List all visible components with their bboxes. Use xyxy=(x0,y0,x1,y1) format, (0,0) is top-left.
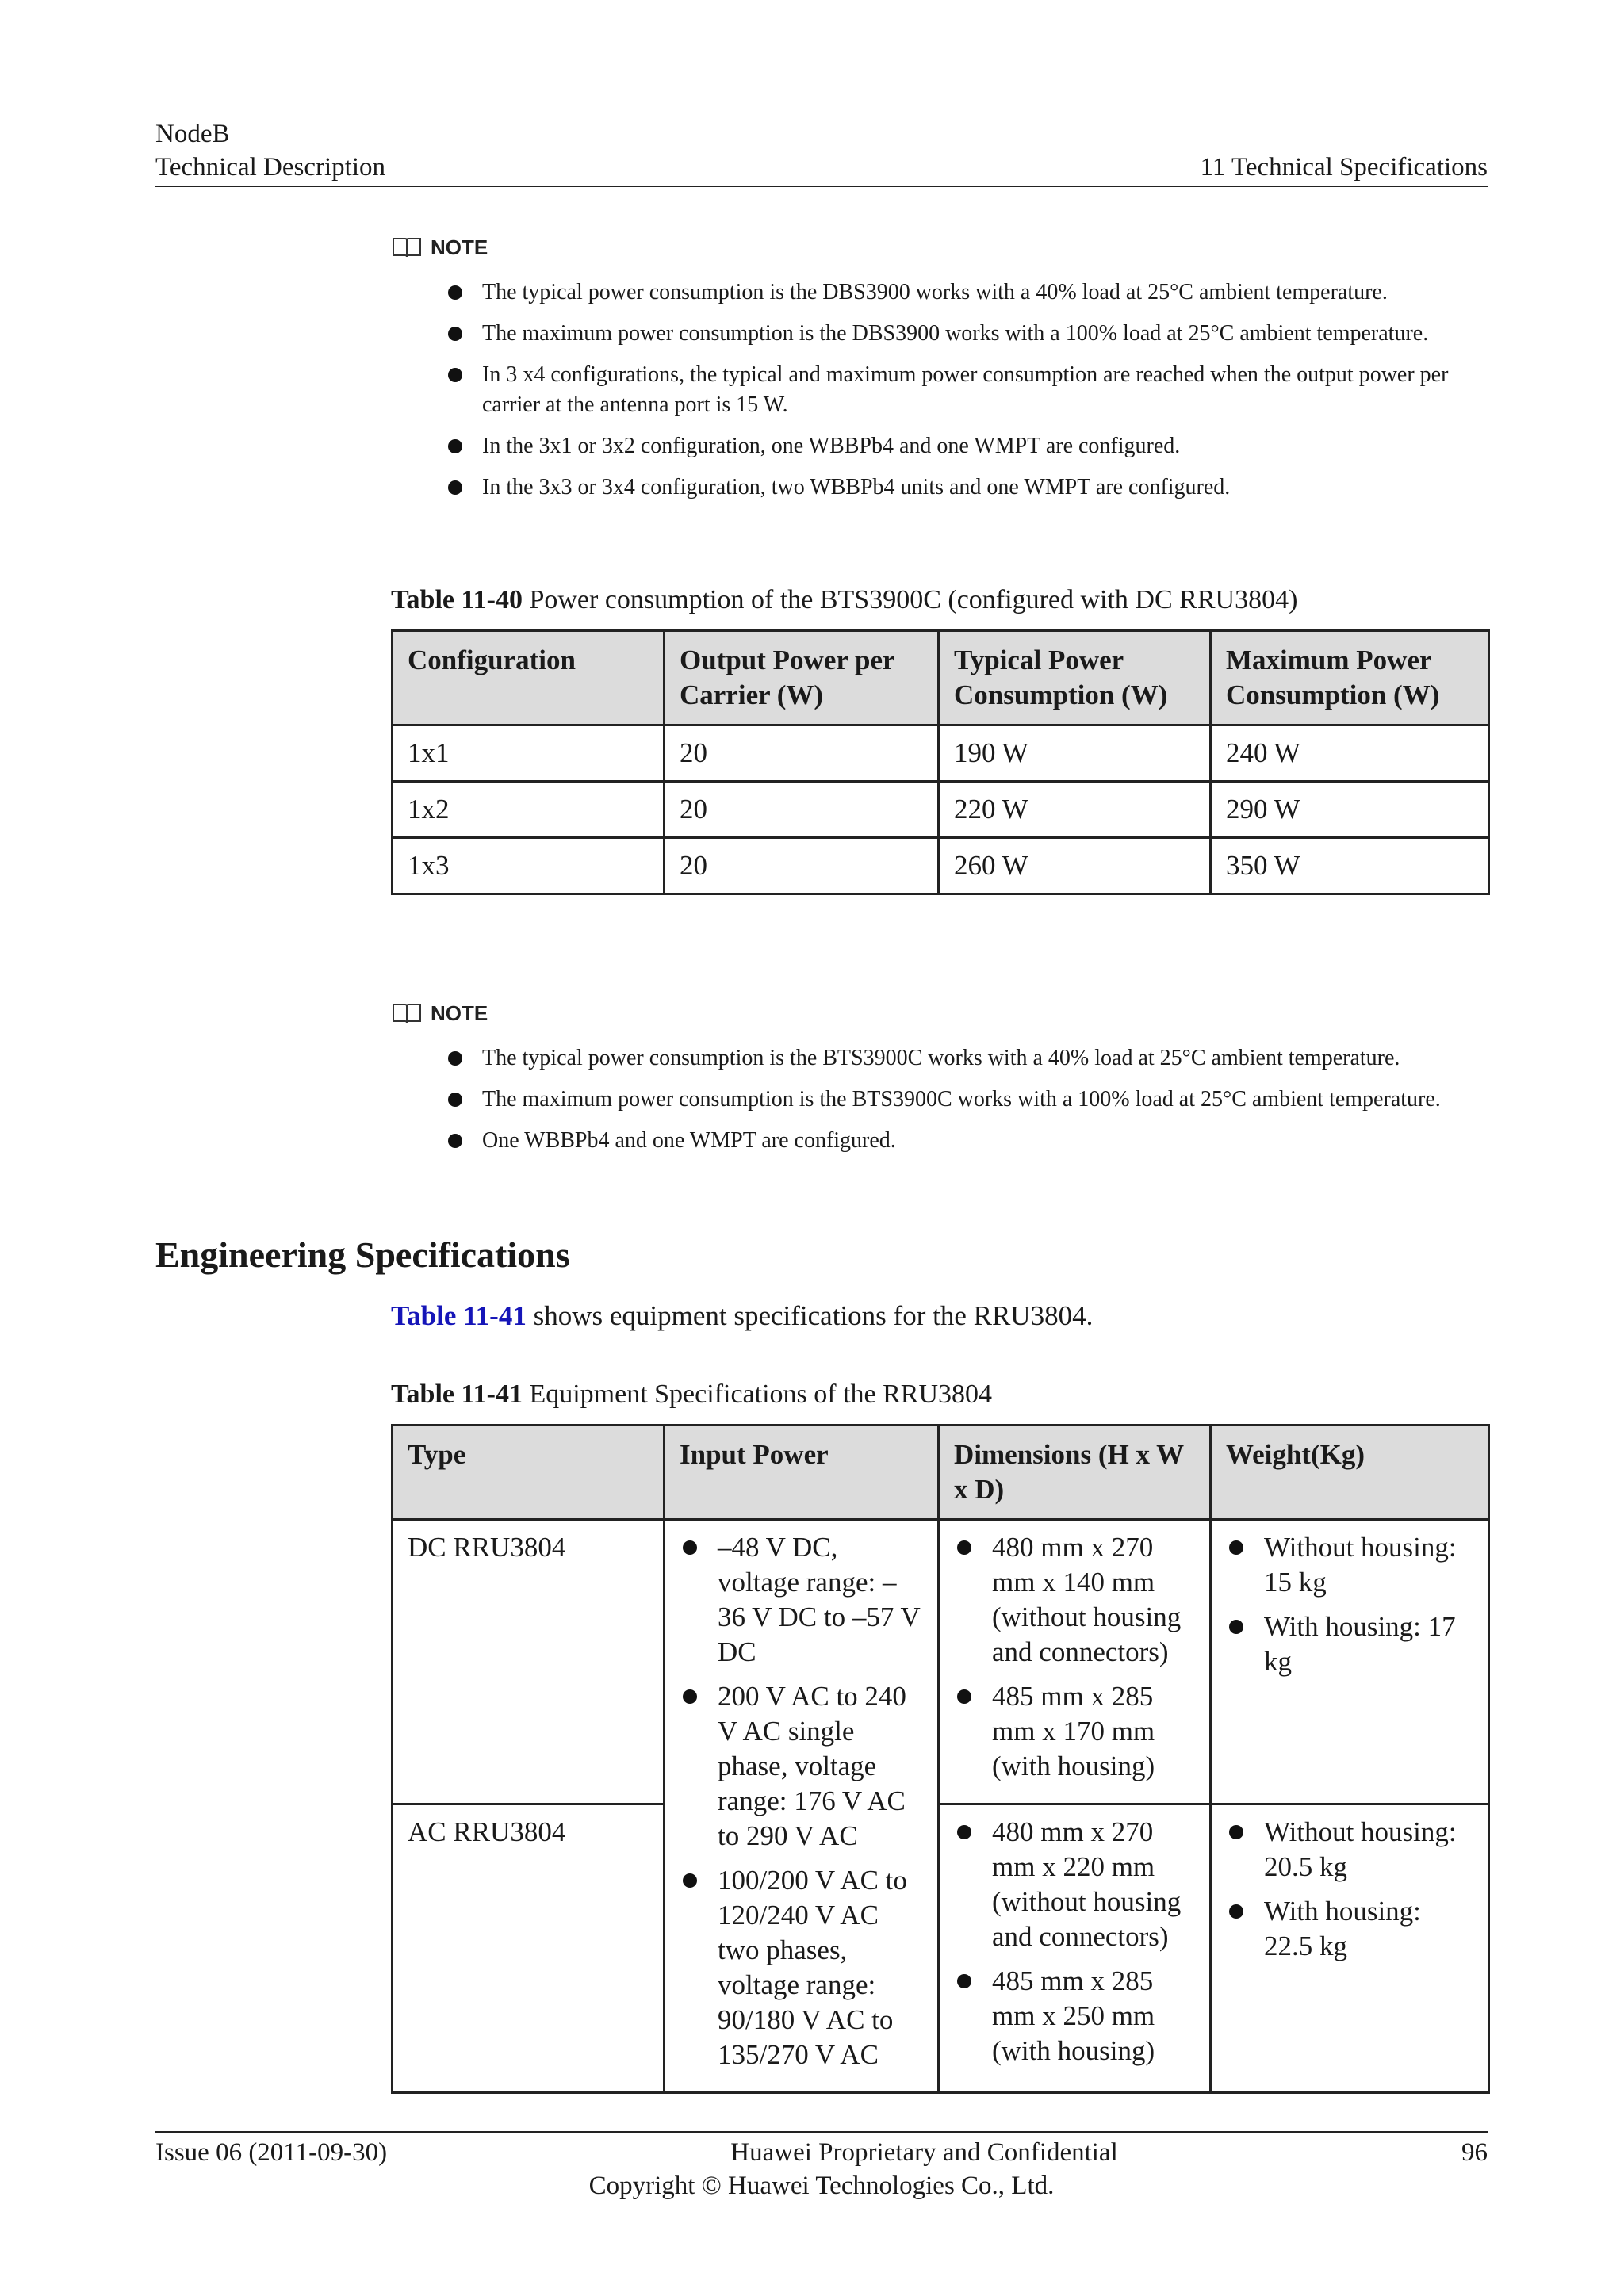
note-item: The typical power consumption is the DBS3900 works with a 40% load at 25°C ambient temperature. xyxy=(391,277,1488,308)
note-item: The maximum power consumption is the DBS3900 works with a 100% load at 25°C ambient temperature. xyxy=(391,319,1488,349)
column-header: Typical Power Consumption (W) xyxy=(939,631,1211,725)
page-number: 96 xyxy=(1461,2138,1488,2167)
table-cell: 1x1 xyxy=(393,725,665,782)
column-header: Maximum Power Consumption (W) xyxy=(1211,631,1489,725)
table-row xyxy=(393,782,1489,838)
list-item: 485 mm x 285 mm x 170 mm (with housing) xyxy=(954,1679,1195,1784)
column-header: Type xyxy=(393,1425,665,1520)
list-item: 100/200 V AC to 120/240 V AC two phases, voltage range: 90/180 V AC to 135/270 V AC xyxy=(680,1863,923,2072)
table-caption xyxy=(391,1378,1488,1411)
list-item: Without housing: 15 kg xyxy=(1226,1530,1473,1600)
note-item: In the 3x3 or 3x4 configuration, two WBBPb4 units and one WMPT are configured. xyxy=(391,473,1488,503)
note-item: In 3 x4 configurations, the typical and maximum power consumption are reached when the output power per carrier at the antenna port is 15 W. xyxy=(391,360,1488,420)
book-icon xyxy=(391,235,423,260)
page-footer xyxy=(155,2131,1488,2202)
table-cell: 190 W xyxy=(939,725,1211,782)
column-header: Input Power xyxy=(665,1425,939,1520)
table-cell: 20 xyxy=(665,782,939,838)
table-row xyxy=(393,725,1489,782)
table-cell: 220 W xyxy=(939,782,1211,838)
table-11-40-block xyxy=(391,584,1488,895)
power-consumption-table xyxy=(391,629,1490,895)
list-item: 480 mm x 270 mm x 140 mm (without housing and connectors) xyxy=(954,1530,1195,1670)
table-cell: 240 W xyxy=(1211,725,1489,782)
table-cell: AC RRU3804 xyxy=(393,1804,665,2093)
section-title: Engineering Specifications xyxy=(155,1234,570,1275)
table-caption-text: Power consumption of the BTS3900C (configured with DC RRU3804) xyxy=(522,585,1298,614)
footer-copyright: Copyright © Huawei Technologies Co., Ltd. xyxy=(588,2172,1055,2200)
table-cell: 1x3 xyxy=(393,838,665,894)
table-caption xyxy=(391,584,1488,617)
table-header-row xyxy=(393,1425,1489,1520)
list-item: With housing: 22.5 kg xyxy=(1226,1894,1473,1964)
column-header: Dimensions (H x W x D) xyxy=(939,1425,1211,1520)
table-caption-text: Equipment Specifications of the RRU3804 xyxy=(522,1380,993,1409)
list-item: With housing: 17 kg xyxy=(1226,1609,1473,1679)
list-item: 485 mm x 285 mm x 250 mm (with housing) xyxy=(954,1964,1195,2068)
note-label: NOTE xyxy=(431,235,488,259)
dimensions-cell xyxy=(939,1520,1211,1804)
list-item: Without housing: 20.5 kg xyxy=(1226,1815,1473,1885)
note-block-2 xyxy=(391,1001,1488,1167)
table-11-41-block xyxy=(391,1378,1488,2094)
note-list xyxy=(391,1043,1488,1156)
table-row xyxy=(393,1520,1489,1804)
table-number: Table 11-41 xyxy=(391,1380,523,1409)
table-cell: 290 W xyxy=(1211,782,1489,838)
intro-paragraph xyxy=(391,1299,1488,1334)
table-number: Table 11-40 xyxy=(391,585,523,614)
footer-issue: Issue 06 (2011-09-30) xyxy=(155,2138,388,2167)
table-cell: 20 xyxy=(665,838,939,894)
weight-cell xyxy=(1211,1804,1489,2093)
table-header-row xyxy=(393,631,1489,725)
note-item: The maximum power consumption is the BTS3900C works with a 100% load at 25°C ambient temperature. xyxy=(391,1085,1488,1115)
footer-confidential: Huawei Proprietary and Confidential xyxy=(730,2138,1118,2167)
note-item: In the 3x1 or 3x2 configuration, one WBBPb4 and one WMPT are configured. xyxy=(391,431,1488,461)
table-cell: 1x2 xyxy=(393,782,665,838)
list-item: 200 V AC to 240 V AC single phase, voltage range: 176 V AC to 290 V AC xyxy=(680,1679,923,1854)
weight-cell xyxy=(1211,1520,1489,1804)
note-label: NOTE xyxy=(431,1001,488,1025)
header-chapter: 11 Technical Specifications xyxy=(1200,153,1488,182)
note-block-1 xyxy=(391,235,1488,514)
list-item: 480 mm x 270 mm x 220 mm (without housing and connectors) xyxy=(954,1815,1195,1954)
column-header: Weight(Kg) xyxy=(1211,1425,1489,1520)
input-power-cell xyxy=(665,1520,939,2093)
equipment-spec-table xyxy=(391,1424,1490,2094)
table-cell: 20 xyxy=(665,725,939,782)
page-header xyxy=(155,117,1488,187)
list-item: –48 V DC, voltage range: –36 V DC to –57 V DC xyxy=(680,1530,923,1670)
note-item: The typical power consumption is the BTS3900C works with a 40% load at 25°C ambient temperature. xyxy=(391,1043,1488,1073)
table-cell: 260 W xyxy=(939,838,1211,894)
table-cell: 350 W xyxy=(1211,838,1489,894)
column-header: Output Power per Carrier (W) xyxy=(665,631,939,725)
table-cell: DC RRU3804 xyxy=(393,1520,665,1804)
table-row xyxy=(393,838,1489,894)
table-row xyxy=(393,1804,1489,2093)
header-doc-title: Technical Description xyxy=(155,153,385,182)
note-list xyxy=(391,277,1488,503)
table-reference-link[interactable]: Table 11-41 xyxy=(391,1300,527,1331)
column-header: Configuration xyxy=(393,631,665,725)
book-icon xyxy=(391,1001,423,1026)
note-item: One WBBPb4 and one WMPT are configured. xyxy=(391,1126,1488,1156)
header-product: NodeB xyxy=(155,120,230,148)
intro-text: shows equipment specifications for the RRU3804. xyxy=(526,1300,1094,1331)
dimensions-cell xyxy=(939,1804,1211,2093)
